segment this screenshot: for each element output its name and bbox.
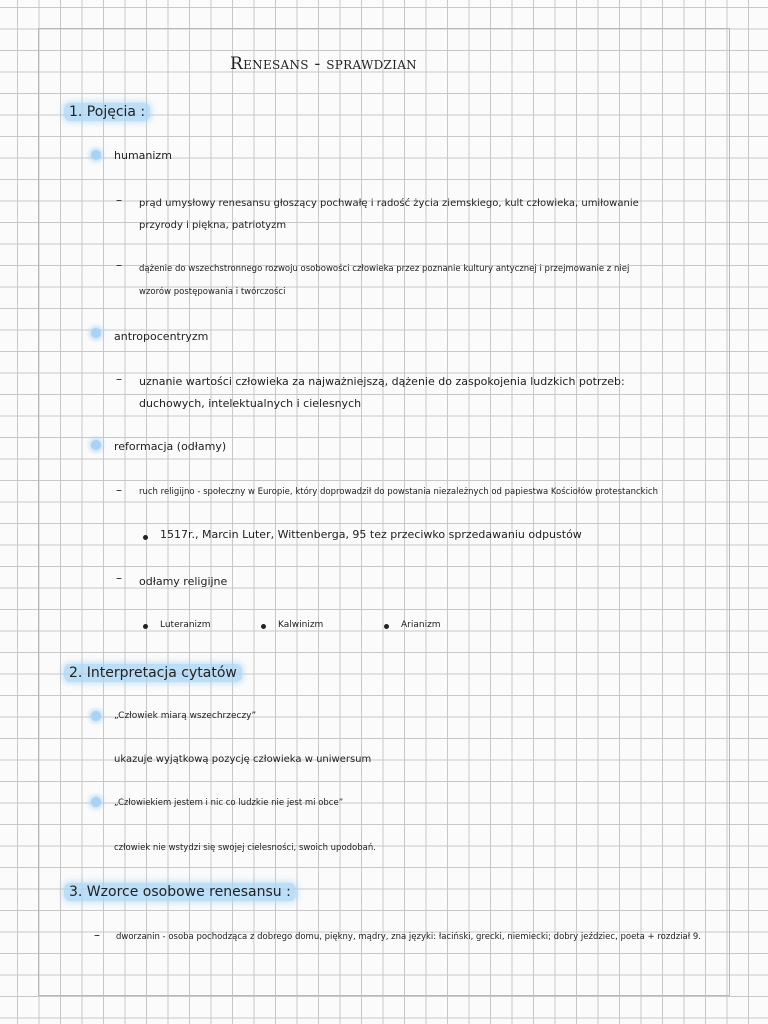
dash-icon: –	[116, 571, 122, 585]
bullet-icon	[384, 624, 389, 629]
odlam-arianizm: Arianizm	[401, 620, 441, 630]
quote-1: „Człowiek miarą wszechrzeczy”	[114, 711, 257, 721]
section-2-heading: 2. Interpretacja cytatów	[64, 664, 242, 682]
odlam-luteranizm: Luteranizm	[160, 620, 211, 630]
highlight-bullet-icon	[91, 797, 101, 807]
definition-humanizm-1-line1: prąd umysłowy renesansu głoszący pochwałę i radość życia ziemskiego, kult człowieka, umiłowanie	[139, 198, 639, 209]
definition-antropocentryzm-line2: duchowych, intelektualnych i cielesnych	[139, 397, 362, 410]
definition-humanizm-1-line2: przyrody i piękna, patriotyzm	[139, 220, 287, 231]
highlight-bullet-icon	[91, 711, 101, 721]
reformacja-fact-bullet: 1517r., Marcin Luter, Wittenberga, 95 tez przeciwko sprzedawaniu odpustów	[160, 528, 582, 541]
bullet-icon	[143, 624, 148, 629]
definition-humanizm-2-line1: dążenie do wszechstronnego rozwoju osobowości człowieka przez poznanie kultury antycznej i przejmowanie z niej	[139, 264, 630, 274]
dash-icon: –	[116, 258, 122, 272]
term-reformacja: reformacja (odłamy)	[114, 440, 227, 453]
quote-2-interpretation: człowiek nie wstydzi się swojej cielesności, swoich upodobań.	[114, 843, 376, 853]
section-1-heading: 1. Pojęcia :	[64, 103, 150, 121]
section-3-heading: 3. Wzorce osobowe renesansu :	[64, 883, 296, 901]
dash-icon: –	[116, 193, 122, 207]
odlam-kalwinizm: Kalwinizm	[278, 620, 324, 630]
page-title: Renesans - sprawdzian	[230, 54, 417, 74]
bullet-icon	[261, 624, 266, 629]
highlight-bullet-icon	[91, 440, 101, 450]
dash-icon: –	[116, 483, 122, 497]
definition-antropocentryzm-line1: uznanie wartości człowieka za najważniejszą, dążenie do zaspokojenia ludzkich potrzeb:	[139, 375, 625, 388]
term-antropocentryzm: antropocentryzm	[114, 330, 209, 343]
definition-odlamy: odłamy religijne	[139, 575, 228, 588]
dash-icon: –	[116, 372, 122, 386]
wzorzec-dworzanin: dworzanin - osoba pochodząca z dobrego domu, piękny, mądry, zna języki: łaciński, grecki, niemiecki; dobry jeździec, poeta + rozdział 9.	[116, 932, 701, 942]
quote-2: „Człowiekiem jestem i nic co ludzkie nie jest mi obce”	[114, 798, 344, 808]
dash-icon: –	[94, 928, 100, 942]
definition-humanizm-2-line2: wzorów postępowania i twórczości	[139, 287, 286, 297]
quote-1-interpretation: ukazuje wyjątkową pozycję człowieka w uniwersum	[114, 754, 372, 765]
highlight-bullet-icon	[91, 150, 101, 160]
bullet-icon	[143, 535, 148, 540]
definition-reformacja-line1: ruch religijno - społeczny w Europie, który doprowadził do powstania niezależnych od papiestwa Kościołów protestanckich	[139, 487, 658, 497]
term-humanizm: humanizm	[114, 149, 172, 162]
highlight-bullet-icon	[91, 328, 101, 338]
